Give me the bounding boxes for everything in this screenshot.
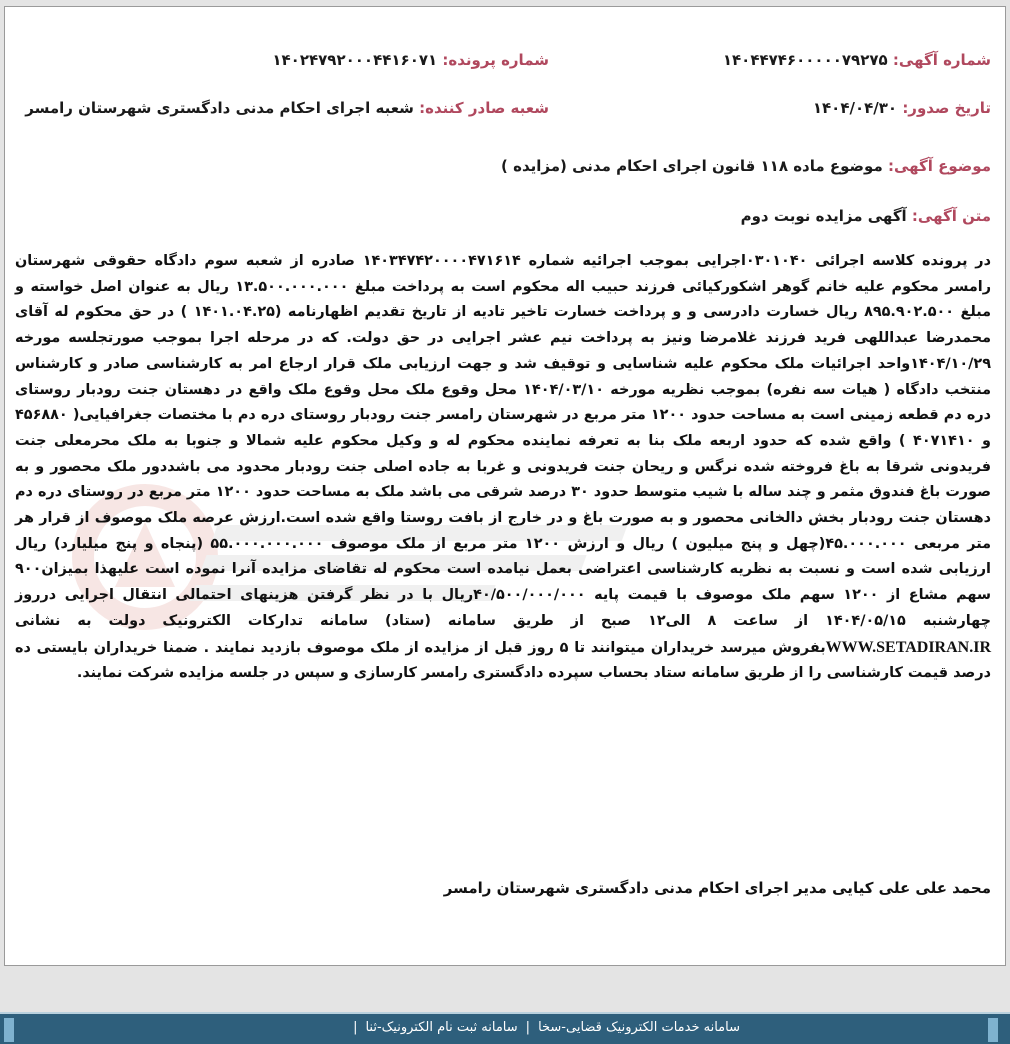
setad-url: WWW.SETADIRAN.IR xyxy=(825,638,991,656)
notice-body-part1: در پرونده کلاسه اجرائی ۰۳۰۱۰۴۰اجرایی بموجب اجرائیه شماره ۱۴۰۳۴۷۴۲۰۰۰۰۴۷۱۶۱۴ صادره از شعبه سوم دادگاه حقوقی شهرستان رامسر محکوم علیه خانم گوهر اشکورکیائی فرزند حبیب اله محکوم است به پرداخت مبلغ ۱۳.۵۰۰.۰۰۰.۰۰۰ ریال به عنوان اصل خواسته و مبلغ ۸۹۵.۹۰۲.۵۰۰ ریال خسارت دادرسی و و پرداخت خسارت تاخیر تادیه از تاریخ تقدیم اظهارنامه (۱۴۰۱.۰۴.۲۵ ) در حق محکوم له آقای محمدرضا عبداللهی فرید فرزند غلامرضا ونیز به پرداخت نیم عشر اجرایی در حق دولت. که در مرحله اجرا بموجب صورتجلسه مورخه ۱۴۰۴/۱۰/۲۹واحد اجرائیات ملک محکوم علیه شناسایی و توقیف شد و جهت ارزیابی ملک قرار ارجاع امر به کارشناسی صادر و کارشناس منتخب دادگاه ( هیات سه نفره) بموجب نظریه مورخه ۱۴۰۴/۰۳/۱۰ محل وقوع ملک محل وقوع ملک واقع در دهستان جنت رودبار روستای دره دم قطعه زمینی است به مساحت حدود ۱۲۰۰ متر مربع در شهرستان رامسر جنت رودبار روستای دره دم با مختصات جغرافیایی( ۴۵۶۸۸۰ و ۴۰۷۱۴۱۰ ) واقع شده که حدود اربعه ملک بنا به تعرفه نماینده محکوم له و وکیل محکوم علیه شمالا و جنوبا به ملک محرمعلی جنت فریدونی شرقا به باغ فروخته شده نرگس و ریحان جنت فریدونی و غربا به جاده اصلی جنت رودبار محدود می باشددور ملک محصور و به صورت باغ فندوق مثمر و چند ساله با شیب متوسط حدود ۳۰ درصد شرقی می باشد ملک به مساحت حدود ۱۲۰۰ متر مربع در روستای دره دم دهستان جنت رودبار بخش دالخانی محصور و به صورت باغ و در خارج از بافت روستا واقع شده است.ارزش عرصه ملک موصوف از قرار هر متر مربعی ۴۵.۰۰۰.۰۰۰(چهل و پنج میلیون ) ریال و ارزش ۱۲۰۰ متر مربع از ملک موصوف ۵۵.۰۰۰.۰۰۰.۰۰۰ (پنجاه و پنج میلیارد) ریال ارزیابی شده است و نسبت به نظریه کارشناسی اعتراضی بعمل نیامده است محکوم له تقاضای مزایده آنرا نموده است علیهذا بمیزان۹۰۰ سهم مشاع از ۱۲۰۰ سهم ملک موصوف با قیمت پایه ۴۰/۵۰۰/۰۰۰/۰۰۰ریال با در نظر گرفتن هزینهای احتمالی انتقال اجرایی درروز چهارشنبه ۱۴۰۴/۰۵/۱۵ از ساعت ۸ الی۱۲ صبح از طریق سامانه (ستاد) سامانه تدارکات الکترونیک دولت به نشانی xyxy=(15,253,992,629)
notice-body xyxy=(15,249,991,687)
notice-document xyxy=(4,6,1006,966)
notice-text-value: آگهی مزایده نوبت دوم xyxy=(740,207,907,225)
subject-label: موضوع آگهی: xyxy=(887,157,991,175)
issuing-branch-label: شعبه صادر کننده: xyxy=(419,99,549,117)
footer-links xyxy=(345,1020,740,1035)
notice-body-part2: بفروش میرسد خریداران میتوانند تا ۵ روز قبل از مزایده از ملک موصوف بازدید نمایند . ضمنا خریداران بایستی ده درصد قیمت کارشناسی را از طریق سامانه ستاد بحساب سپرده دادگستری رامسر کارسازی و سپس در جلسه مزایده شرکت نمایند. xyxy=(15,639,991,682)
issuing-branch-value: شعبه اجرای احکام مدنی دادگستری شهرستان رامسر xyxy=(25,99,414,117)
notice-number xyxy=(723,51,991,69)
notice-text-heading xyxy=(741,207,991,225)
issue-date-value: ۱۴۰۴/۰۴/۳۰ xyxy=(812,99,898,117)
case-number-label: شماره پرونده: xyxy=(442,51,549,69)
footer-left-edge xyxy=(4,1018,14,1042)
footer-bar xyxy=(0,1012,1010,1044)
signature: محمد علی علی کیایی مدیر اجرای احکام مدنی دادگستری شهرستان رامسر xyxy=(443,879,991,897)
footer-right-edge xyxy=(988,1018,998,1042)
footer-separator: | xyxy=(525,1020,531,1035)
notice-subject xyxy=(501,157,991,175)
footer-link-sana[interactable]: سامانه ثبت نام الکترونیک-ثنا xyxy=(365,1020,518,1035)
issuing-branch xyxy=(25,99,549,117)
issue-date-label: تاریخ صدور: xyxy=(902,99,991,117)
case-number xyxy=(272,51,549,69)
issue-date xyxy=(813,99,991,117)
notice-number-value: ۱۴۰۴۴۷۴۶۰۰۰۰۰۷۹۲۷۵ xyxy=(722,51,888,69)
subject-value: موضوع ماده ۱۱۸ قانون اجرای احکام مدنی (مزایده ) xyxy=(501,157,883,175)
footer-link-sakha[interactable]: سامانه خدمات الکترونیک قضایی-سخا xyxy=(538,1020,740,1035)
case-number-value: ۱۴۰۲۴۷۹۲۰۰۰۴۴۱۶۰۷۱ xyxy=(272,51,438,69)
notice-number-label: شماره آگهی: xyxy=(892,51,991,69)
notice-text-label: متن آگهی: xyxy=(911,207,991,225)
footer-separator-end: | xyxy=(353,1020,358,1035)
